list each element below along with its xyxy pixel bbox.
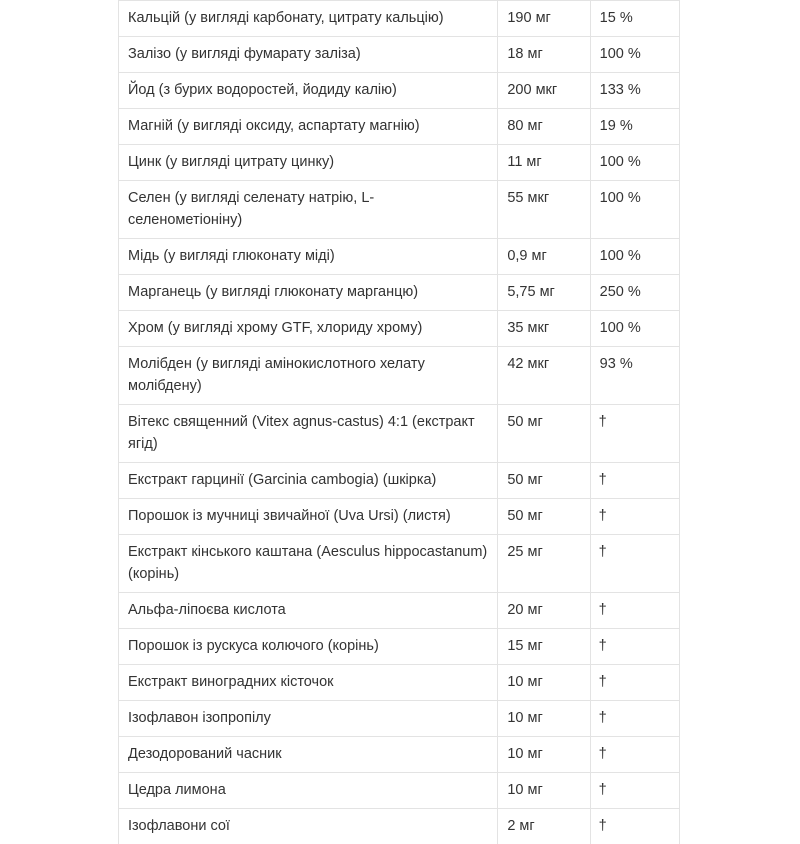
nutrient-daily-value: 100 % [590, 311, 679, 347]
nutrient-row [119, 665, 680, 701]
nutrient-amount: 80 мг [498, 109, 590, 145]
nutrient-row [119, 593, 680, 629]
nutrient-amount: 190 мг [498, 1, 590, 37]
nutrient-amount: 10 мг [498, 665, 590, 701]
nutrient-amount: 11 мг [498, 145, 590, 181]
nutrient-name: Марганець (у вигляді глюконату марганцю) [119, 275, 498, 311]
nutrient-daily-value: 100 % [590, 37, 679, 73]
nutrient-daily-value: † [590, 629, 679, 665]
nutrient-row [119, 37, 680, 73]
nutrient-name: Ізофлавони сої [119, 809, 498, 844]
nutrient-daily-value: † [590, 593, 679, 629]
nutrient-row [119, 499, 680, 535]
nutrient-name: Кальцій (у вигляді карбонату, цитрату кальцію) [119, 1, 498, 37]
nutrient-name: Ізофлавон ізопропілу [119, 701, 498, 737]
nutrient-daily-value: 133 % [590, 73, 679, 109]
nutrient-daily-value: † [590, 665, 679, 701]
nutrient-daily-value: † [590, 499, 679, 535]
nutrient-row [119, 1, 680, 37]
supplement-facts-body [119, 1, 680, 844]
nutrient-amount: 50 мг [498, 463, 590, 499]
nutrient-name: Екстракт кінського каштана (Aesculus hippocastanum) (корінь) [119, 535, 498, 593]
nutrient-amount: 0,9 мг [498, 239, 590, 275]
nutrient-name: Цедра лимона [119, 773, 498, 809]
nutrient-row [119, 109, 680, 145]
nutrient-amount: 35 мкг [498, 311, 590, 347]
nutrient-daily-value: † [590, 463, 679, 499]
nutrient-amount: 50 мг [498, 499, 590, 535]
nutrient-amount: 25 мг [498, 535, 590, 593]
nutrient-daily-value: † [590, 737, 679, 773]
nutrient-name: Альфа-ліпоєва кислота [119, 593, 498, 629]
nutrient-name: Цинк (у вигляді цитрату цинку) [119, 145, 498, 181]
nutrient-amount: 10 мг [498, 701, 590, 737]
nutrient-name: Селен (у вигляді селенату натрію, L-селенометіоніну) [119, 181, 498, 239]
nutrient-daily-value: † [590, 809, 679, 844]
nutrient-name: Екстракт виноградних кісточок [119, 665, 498, 701]
nutrient-name: Екстракт гарцинії (Garcinia cambogia) (шкірка) [119, 463, 498, 499]
nutrient-row [119, 737, 680, 773]
nutrient-amount: 5,75 мг [498, 275, 590, 311]
nutrient-row [119, 535, 680, 593]
nutrient-amount: 200 мкг [498, 73, 590, 109]
nutrient-name: Вітекс священний (Vitex agnus-castus) 4:1 (екстракт ягід) [119, 405, 498, 463]
nutrient-name: Молібден (у вигляді амінокислотного хелату молібдену) [119, 347, 498, 405]
nutrient-name: Порошок із мучниці звичайної (Uva Ursi) (листя) [119, 499, 498, 535]
nutrient-daily-value: † [590, 773, 679, 809]
nutrient-amount: 10 мг [498, 737, 590, 773]
nutrient-name: Порошок із рускуса колючого (корінь) [119, 629, 498, 665]
nutrient-name: Йод (з бурих водоростей, йодиду калію) [119, 73, 498, 109]
nutrient-row [119, 629, 680, 665]
nutrient-row [119, 347, 680, 405]
nutrient-amount: 18 мг [498, 37, 590, 73]
nutrient-row [119, 463, 680, 499]
nutrient-row [119, 809, 680, 844]
nutrient-row [119, 73, 680, 109]
nutrient-name: Дезодорований часник [119, 737, 498, 773]
nutrient-name: Хром (у вигляді хрому GTF, хлориду хрому) [119, 311, 498, 347]
nutrient-amount: 15 мг [498, 629, 590, 665]
nutrient-daily-value: † [590, 535, 679, 593]
nutrient-name: Мідь (у вигляді глюконату міді) [119, 239, 498, 275]
nutrient-daily-value: 19 % [590, 109, 679, 145]
nutrient-name: Залізо (у вигляді фумарату заліза) [119, 37, 498, 73]
nutrient-daily-value: † [590, 701, 679, 737]
supplement-facts-table-container [118, 0, 680, 844]
nutrient-amount: 50 мг [498, 405, 590, 463]
nutrient-row [119, 275, 680, 311]
nutrient-row [119, 701, 680, 737]
nutrient-row [119, 773, 680, 809]
nutrient-daily-value: 15 % [590, 1, 679, 37]
nutrient-daily-value: 100 % [590, 145, 679, 181]
nutrient-daily-value: 100 % [590, 239, 679, 275]
nutrient-row [119, 239, 680, 275]
nutrient-daily-value: 100 % [590, 181, 679, 239]
nutrient-daily-value: † [590, 405, 679, 463]
nutrient-amount: 55 мкг [498, 181, 590, 239]
nutrient-name: Магній (у вигляді оксиду, аспартату магнію) [119, 109, 498, 145]
nutrient-amount: 20 мг [498, 593, 590, 629]
nutrient-row [119, 145, 680, 181]
nutrient-daily-value: 250 % [590, 275, 679, 311]
nutrient-amount: 10 мг [498, 773, 590, 809]
nutrient-row [119, 181, 680, 239]
nutrient-amount: 42 мкг [498, 347, 590, 405]
nutrient-amount: 2 мг [498, 809, 590, 844]
nutrient-daily-value: 93 % [590, 347, 679, 405]
nutrient-row [119, 405, 680, 463]
supplement-facts-table [118, 0, 680, 844]
nutrient-row [119, 311, 680, 347]
